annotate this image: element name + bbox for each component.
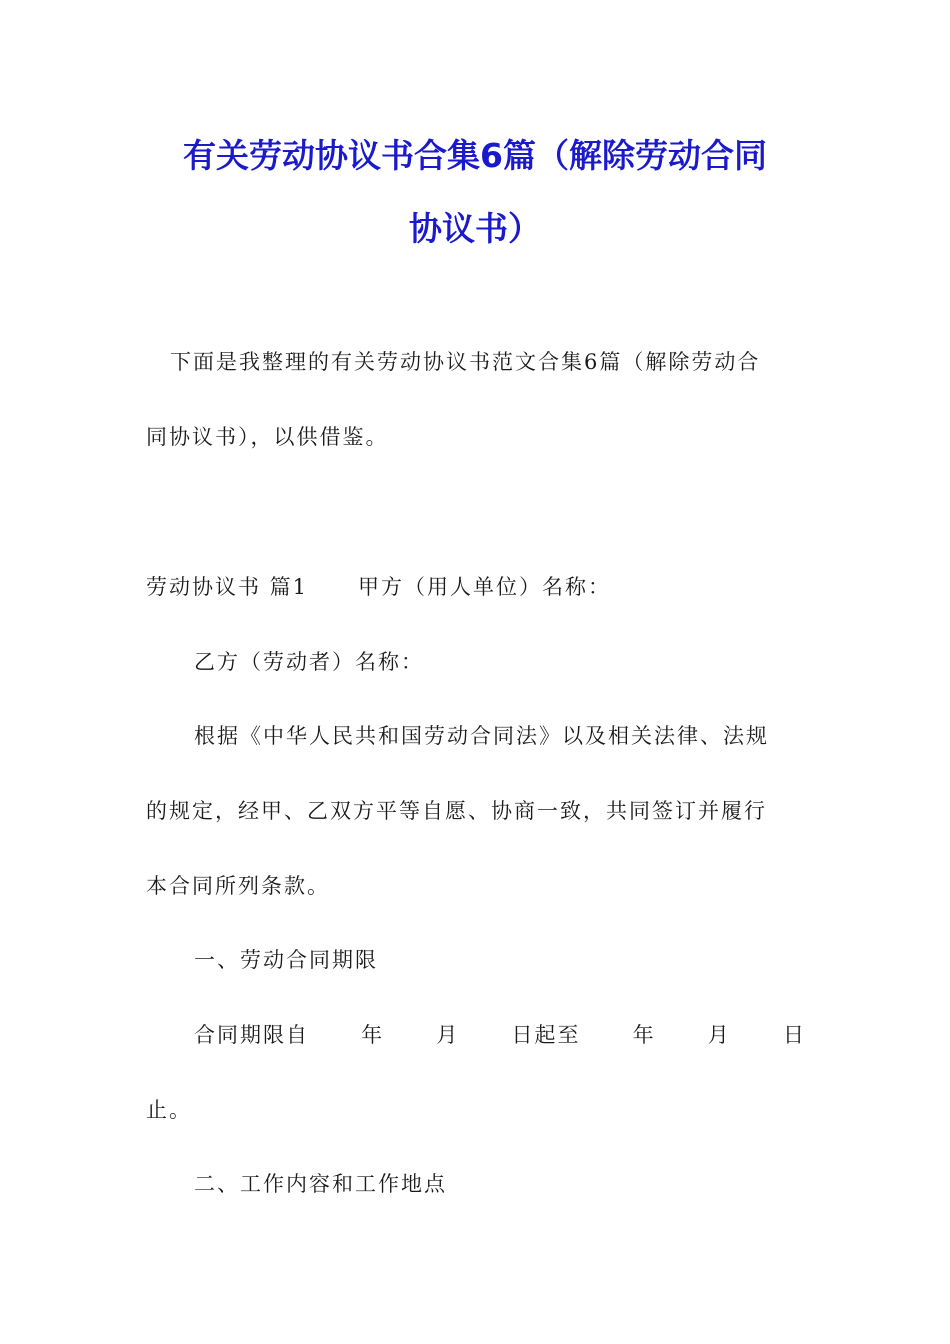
term-end-day: 日 [782, 1023, 806, 1047]
clause-2-title: 二、工作内容和工作地点 [194, 1172, 447, 1196]
term-start-day-to: 日起至 [511, 1023, 581, 1047]
party-b-name-label: 乙方（劳动者）名称： [194, 650, 424, 674]
party-a-name-label: 甲方（用人单位）名称： [358, 575, 612, 599]
clause-1-title: 一、劳动合同期限 [194, 948, 378, 972]
contract-term-row [194, 1019, 806, 1049]
intro-line-2: 同协议书），以供借鉴。 [146, 425, 389, 449]
term-end-year: 年 [632, 1023, 656, 1047]
intro-line-1: 下面是我整理的有关劳动协议书范文合集6篇（解除劳动合 [170, 350, 761, 374]
basis-line-2: 的规定，经甲、乙双方平等自愿、协商一致，共同签订并履行 [146, 799, 767, 823]
basis-line-3: 本合同所列条款。 [146, 874, 330, 898]
term-start-year: 年 [361, 1023, 385, 1047]
term-start-label: 合同期限自 [194, 1023, 309, 1047]
term-start-month: 月 [436, 1023, 460, 1047]
basis-line-1: 根据《中华人民共和国劳动合同法》以及相关法律、法规 [194, 724, 769, 748]
document-title-line-1: 有关劳动协议书合集6篇（解除劳动合同 [183, 136, 767, 175]
document-title-line-2: 协议书） [409, 209, 541, 248]
contract-term-end: 止。 [146, 1098, 192, 1122]
section-1-heading-row [146, 571, 806, 601]
section-1-heading: 劳动协议书 篇1 [146, 575, 309, 599]
term-end-month: 月 [707, 1023, 731, 1047]
